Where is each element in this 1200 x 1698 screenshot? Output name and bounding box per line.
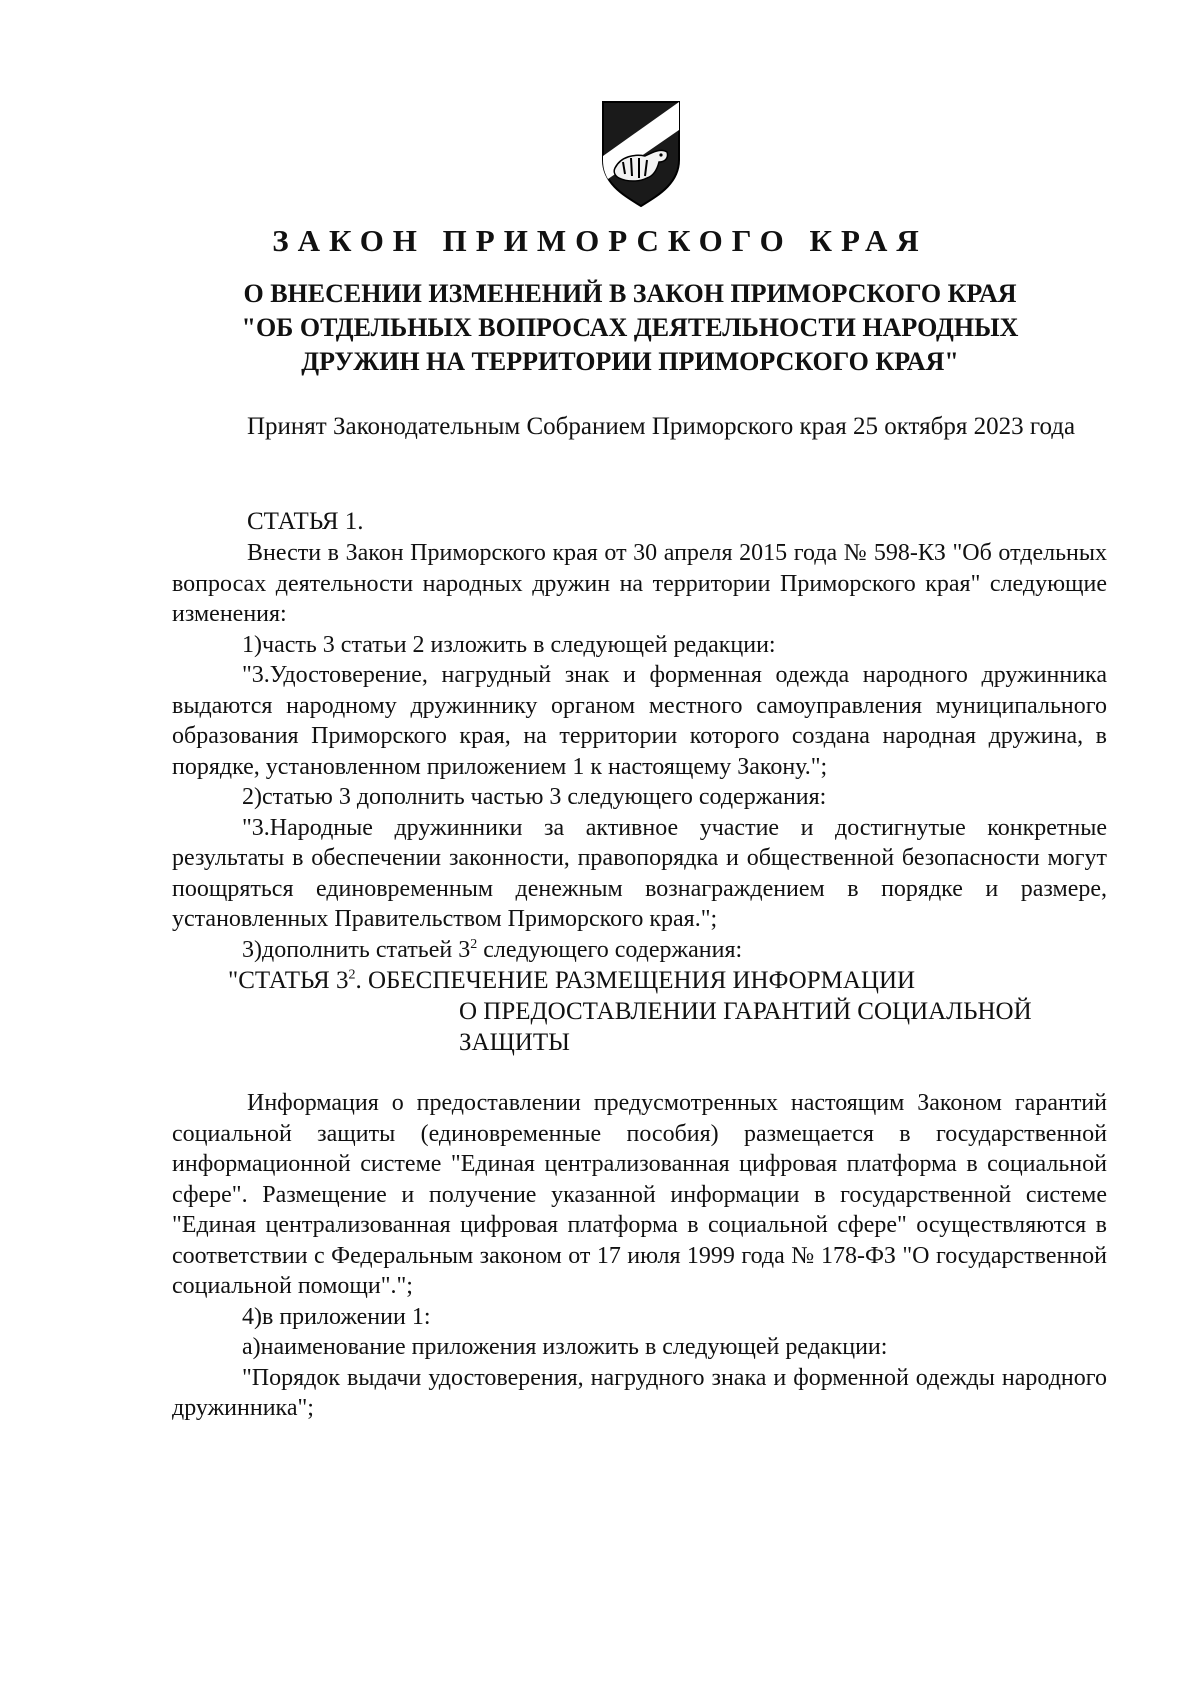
- item-3-prefix: 3)дополнить статьей 3: [242, 936, 471, 963]
- subtitle-line: О ВНЕСЕНИИ ИЗМЕНЕНИЙ В ЗАКОН ПРИМОРСКОГО КРАЯ: [243, 279, 1017, 308]
- new-article-heading: [172, 965, 1107, 1058]
- amendment-item-1: 1)часть 3 статьи 2 изложить в следующей редакции:: [242, 631, 776, 658]
- new-article-title-line: . ОБЕСПЕЧЕНИЕ РАЗМЕЩЕНИЯ ИНФОРМАЦИИ: [355, 967, 916, 994]
- spacer: [172, 1058, 1107, 1088]
- amendment-item-4a: а)наименование приложения изложить в следующей редакции:: [242, 1334, 888, 1360]
- new-article-superscript: 2: [348, 967, 356, 983]
- new-article-title-line: ЗАЩИТЫ: [459, 1029, 570, 1056]
- amendment-item-2: 2)статью 3 дополнить частью 3 следующего содержания:: [242, 784, 827, 810]
- article-intro: Внести в Закон Приморского края от 30 апреля 2015 года № 598-КЗ "Об отдельных вопросах деятельности народных дружин на территории Приморского края" следующие изменения:: [172, 540, 1107, 627]
- subtitle-line: ДРУЖИН НА ТЕРРИТОРИИ ПРИМОРСКОГО КРАЯ": [301, 347, 959, 376]
- article-heading: СТАТЬЯ 1.: [247, 508, 364, 535]
- amendment-item-4: 4)в приложении 1:: [242, 1303, 431, 1330]
- law-title: ЗАКОН ПРИМОРСКОГО КРАЯ: [272, 223, 928, 258]
- subtitle-line: "ОБ ОТДЕЛЬНЫХ ВОПРОСАХ ДЕЯТЕЛЬНОСТИ НАРОДНЫХ: [241, 313, 1019, 342]
- law-subtitle: [180, 277, 1080, 379]
- new-article-title-line: О ПРЕДОСТАВЛЕНИИ ГАРАНТИЙ СОЦИАЛЬНОЙ: [459, 998, 1032, 1025]
- item-3-superscript: 2: [470, 936, 478, 952]
- item-3-suffix: следующего содержания:: [477, 936, 743, 963]
- new-article-prefix: "СТАТЬЯ 3: [228, 967, 349, 994]
- new-article-text: Информация о предоставлении предусмотренных настоящим Законом гарантий социальной защиты (единовременные пособия) размещается в государственной информационной системе "Единая централизованная цифровая платформа в социальной сфере". Размещение и получение указанной информации в государственной системе "Единая централизованная цифровая платформа в социальной сфере" осуществляются в соответствии с Федеральным законом от 17 июля 1999 года № 178-ФЗ "О государственной социальной помощи".";: [172, 1090, 1107, 1299]
- amendment-item-1-text: "3.Удостоверение, нагрудный знак и форменная одежда народного дружинника выдаются народному дружиннику органом местного самоуправления муниципального образования Приморского края, на территории которого создана народная дружина, в порядке, установленном приложением 1 к настоящему Закону.";: [172, 662, 1107, 780]
- amendment-item-4a-text: "Порядок выдачи удостоверения, нагрудного знака и форменной одежды народного дружинника";: [172, 1364, 1107, 1421]
- amendment-item-3: [172, 935, 1107, 966]
- adoption-note: Принят Законодательным Собранием Приморского края 25 октября 2023 года: [247, 413, 1076, 440]
- primorsky-krai-coat-of-arms-icon: [599, 98, 683, 210]
- amendment-item-2-text: "3.Народные дружинники за активное участие и достигнутые конкретные результаты в обеспечении законности, правопорядка и общественной безопасности могут поощряться единовременным денежным вознаграждением в порядке и размере, установленных Правительством Приморского края.";: [172, 814, 1107, 932]
- article-body: [172, 538, 1107, 1424]
